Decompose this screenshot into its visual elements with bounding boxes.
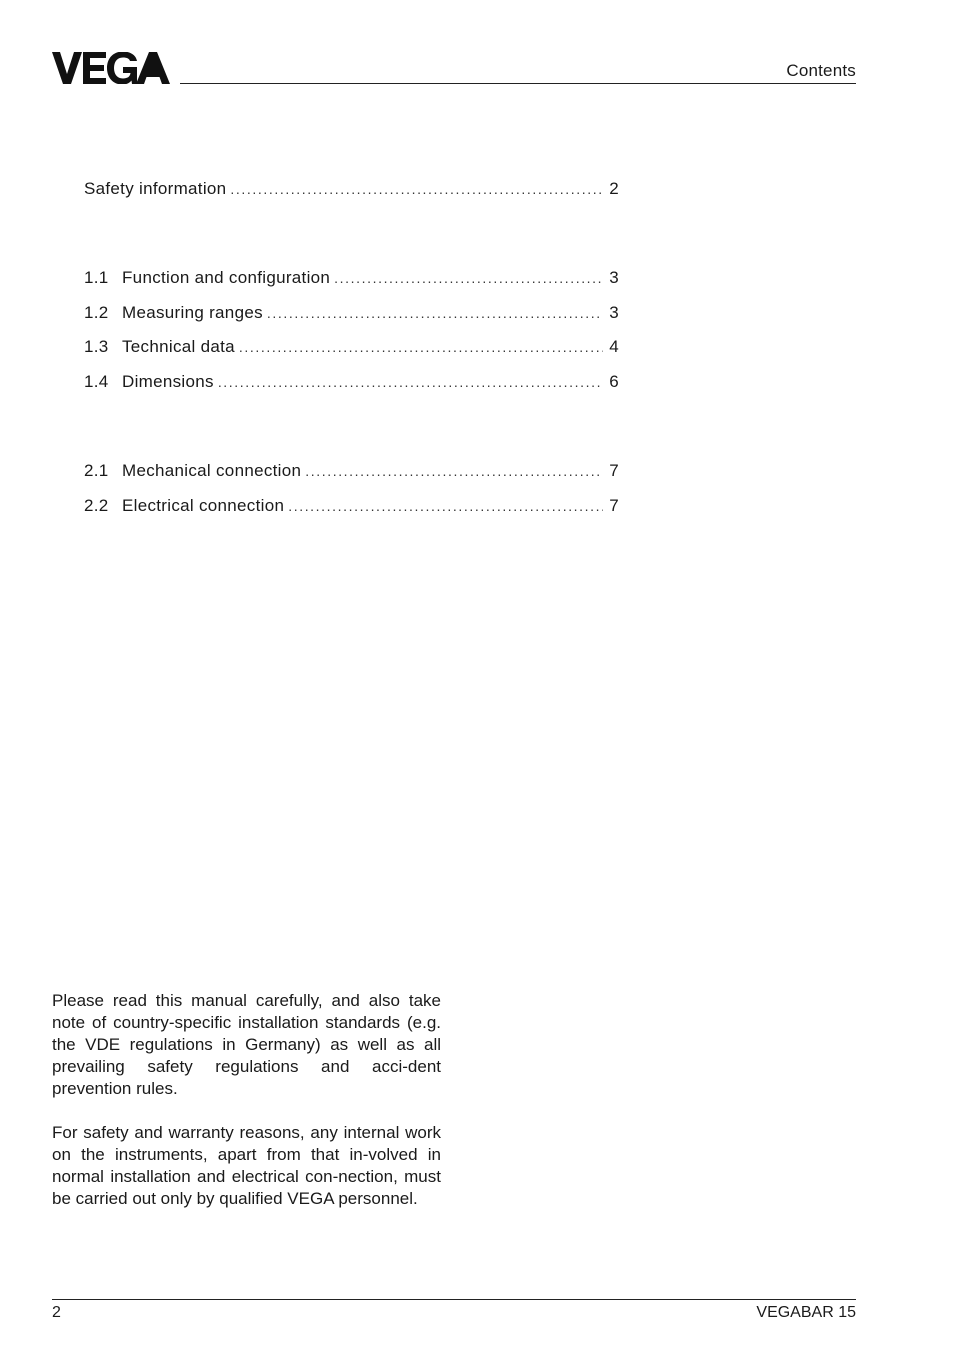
toc-entry-title: Safety information [84,179,227,198]
toc-entry-page: 3 [609,268,619,287]
toc-entry-title: Electrical connection [122,495,285,515]
toc-group-2 [84,458,619,519]
toc-entry-number: 1.2 [84,302,109,322]
toc-entry-page: 7 [609,495,619,515]
toc-leader-dots [305,458,603,484]
page-number: 2 [52,1304,61,1321]
toc-entry-1-4[interactable] [84,369,619,395]
toc-entry-number: 1.3 [84,337,109,357]
toc-entry-1-1[interactable] [84,265,619,291]
toc-entry-title: Measuring ranges [122,302,263,322]
toc-group-safety [84,176,619,202]
toc-entry-title: Function and configuration [122,268,331,287]
toc-entry-page: 7 [609,461,619,481]
toc-entry-title: Technical data [122,337,235,357]
table-of-contents [84,176,619,519]
footer-rule [52,1299,856,1300]
toc-entry-page: 4 [609,337,619,357]
toc-leader-dots [230,176,603,202]
toc-entry-1-3[interactable] [84,334,619,360]
toc-entry-number: 1.4 [84,372,109,392]
toc-entry-page: 6 [609,372,619,392]
header-rule [180,83,856,84]
toc-entry-2-2[interactable] [84,493,619,519]
toc-leader-dots [334,265,603,291]
toc-leader-dots [267,300,603,326]
toc-entry-number: 2.1 [84,461,109,481]
toc-entry-page: 2 [609,179,619,198]
toc-entry-1-2[interactable] [84,300,619,326]
product-name: VEGABAR 15 [756,1304,856,1321]
toc-entry-2-1[interactable] [84,458,619,484]
toc-entry-page: 3 [609,302,619,322]
toc-entry-number: 1.1 [84,268,109,287]
toc-group-1 [84,265,619,395]
notice-paragraph-warranty: For safety and warranty reasons, any internal work on the instruments, apart from that in-volved in normal installation and electrical con-nection, must be carried out only by qualified VEGA personnel. [52,1123,441,1208]
section-title: Contents [786,61,856,80]
toc-leader-dots [218,369,603,395]
toc-entry-title: Dimensions [122,372,214,392]
toc-entry-number: 2.2 [84,495,109,515]
toc-leader-dots [239,334,603,360]
notice-paragraph-read-manual: Please read this manual carefully, and also take note of country-specific installation standards (e.g. the VDE regulations in Germany) as well as all prevailing safety regulations and acci-dent prevention rules. [52,991,441,1098]
safety-notice [52,990,441,1232]
toc-entry-safety-information[interactable] [84,176,619,202]
toc-leader-dots [288,493,603,519]
toc-entry-title: Mechanical connection [122,461,302,481]
vega-logo [52,52,170,84]
